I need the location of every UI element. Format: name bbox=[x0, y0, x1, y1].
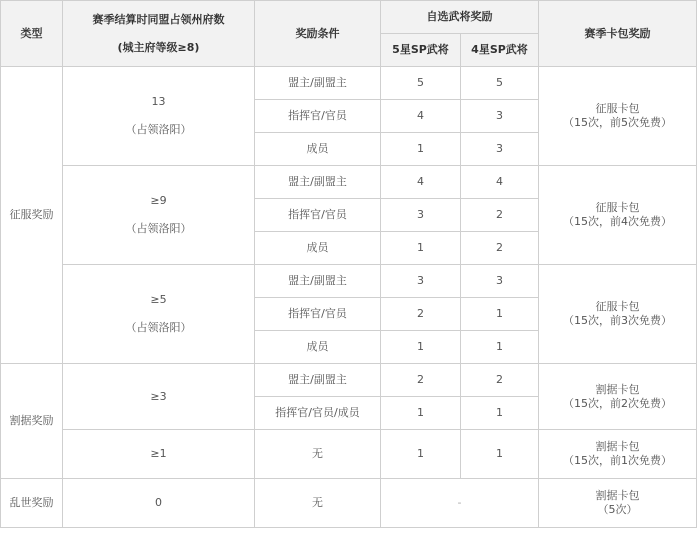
pack-cell bbox=[539, 364, 697, 430]
type-cell: 乱世奖励 bbox=[1, 479, 63, 528]
star4-cell: 3 bbox=[461, 100, 539, 133]
pack-name: 征服卡包 bbox=[595, 201, 640, 214]
table-row bbox=[1, 265, 697, 298]
count-cell bbox=[63, 166, 255, 265]
pack-note: （5次） bbox=[597, 503, 638, 516]
star5-cell: 3 bbox=[381, 199, 461, 232]
header-season-pack: 赛季卡包奖励 bbox=[539, 1, 697, 67]
count-note: （占领洛阳） bbox=[125, 123, 192, 136]
pack-cell bbox=[539, 479, 697, 528]
condition-cell: 盟主/副盟主 bbox=[255, 364, 381, 397]
table-row bbox=[1, 67, 697, 100]
header-free-pick: 自选武将奖励 bbox=[381, 1, 539, 34]
star4-cell: 5 bbox=[461, 67, 539, 100]
type-cell: 征服奖励 bbox=[1, 67, 63, 364]
condition-cell: 无 bbox=[255, 430, 381, 479]
star4-cell: 2 bbox=[461, 199, 539, 232]
star5-cell: 1 bbox=[381, 397, 461, 430]
star4-cell: 4 bbox=[461, 166, 539, 199]
condition-cell: 成员 bbox=[255, 232, 381, 265]
count-note: （占领洛阳） bbox=[125, 321, 192, 334]
pack-name: 割据卡包 bbox=[595, 382, 640, 396]
star5-cell: 1 bbox=[381, 232, 461, 265]
star-merged-cell: - bbox=[381, 479, 539, 528]
header-duration-title: 赛季结算时同盟占领州府数 bbox=[92, 12, 225, 26]
header-duration-sub: (城主府等级≥8) bbox=[117, 40, 200, 54]
pack-cell bbox=[539, 265, 697, 364]
condition-cell: 无 bbox=[255, 479, 381, 528]
pack-note: （15次，前4次免费） bbox=[563, 215, 672, 228]
header-duration bbox=[63, 1, 255, 67]
star5-cell: 2 bbox=[381, 364, 461, 397]
count-cell: ≥1 bbox=[63, 430, 255, 479]
condition-cell: 盟主/副盟主 bbox=[255, 67, 381, 100]
star5-cell: 4 bbox=[381, 100, 461, 133]
star5-cell: 5 bbox=[381, 67, 461, 100]
count-cell bbox=[63, 364, 255, 430]
count-cell bbox=[63, 67, 255, 166]
star5-cell: 2 bbox=[381, 298, 461, 331]
header-condition: 奖励条件 bbox=[255, 1, 381, 67]
table-row bbox=[1, 166, 697, 199]
count-cell: 0 bbox=[63, 479, 255, 528]
table-row bbox=[1, 364, 697, 397]
count-value: ≥5 bbox=[150, 293, 167, 306]
pack-cell bbox=[539, 430, 697, 479]
star5-cell: 1 bbox=[381, 133, 461, 166]
star4-cell: 1 bbox=[461, 298, 539, 331]
pack-name: 割据卡包 bbox=[595, 489, 640, 502]
pack-name: 割据卡包 bbox=[595, 440, 640, 453]
pack-name: 征服卡包 bbox=[595, 300, 640, 313]
star4-cell: 2 bbox=[461, 364, 539, 397]
condition-cell: 成员 bbox=[255, 133, 381, 166]
star5-cell: 1 bbox=[381, 430, 461, 479]
condition-cell: 盟主/副盟主 bbox=[255, 166, 381, 199]
table-row bbox=[1, 479, 697, 528]
condition-cell: 成员 bbox=[255, 331, 381, 364]
star4-cell: 3 bbox=[461, 133, 539, 166]
type-cell: 割据奖励 bbox=[1, 364, 63, 479]
star4-cell: 1 bbox=[461, 331, 539, 364]
count-value: ≥9 bbox=[150, 194, 167, 207]
star5-cell: 4 bbox=[381, 166, 461, 199]
count-value: 13 bbox=[151, 95, 166, 108]
pack-note: （15次，前2次免费） bbox=[563, 396, 672, 410]
pack-name: 征服卡包 bbox=[595, 102, 640, 115]
pack-note: （15次，前3次免费） bbox=[563, 314, 672, 327]
header-type: 类型 bbox=[1, 1, 63, 67]
star4-cell: 2 bbox=[461, 232, 539, 265]
pack-note: （15次，前5次免费） bbox=[563, 116, 672, 129]
star5-cell: 3 bbox=[381, 265, 461, 298]
header-star4: 4星SP武将 bbox=[461, 34, 539, 67]
star4-cell: 1 bbox=[461, 430, 539, 479]
condition-cell: 指挥官/官员 bbox=[255, 199, 381, 232]
star5-cell: 1 bbox=[381, 331, 461, 364]
header-star5: 5星SP武将 bbox=[381, 34, 461, 67]
star4-cell: 1 bbox=[461, 397, 539, 430]
pack-cell bbox=[539, 67, 697, 166]
star4-cell: 3 bbox=[461, 265, 539, 298]
condition-cell: 指挥官/官员 bbox=[255, 100, 381, 133]
count-note: （占领洛阳） bbox=[125, 222, 192, 235]
count-cell bbox=[63, 265, 255, 364]
pack-note: （15次，前1次免费） bbox=[563, 454, 672, 467]
table-row bbox=[1, 430, 697, 479]
count-value: ≥3 bbox=[150, 389, 167, 403]
condition-cell: 盟主/副盟主 bbox=[255, 265, 381, 298]
condition-cell: 指挥官/官员/成员 bbox=[255, 397, 381, 430]
condition-cell: 指挥官/官员 bbox=[255, 298, 381, 331]
pack-cell bbox=[539, 166, 697, 265]
